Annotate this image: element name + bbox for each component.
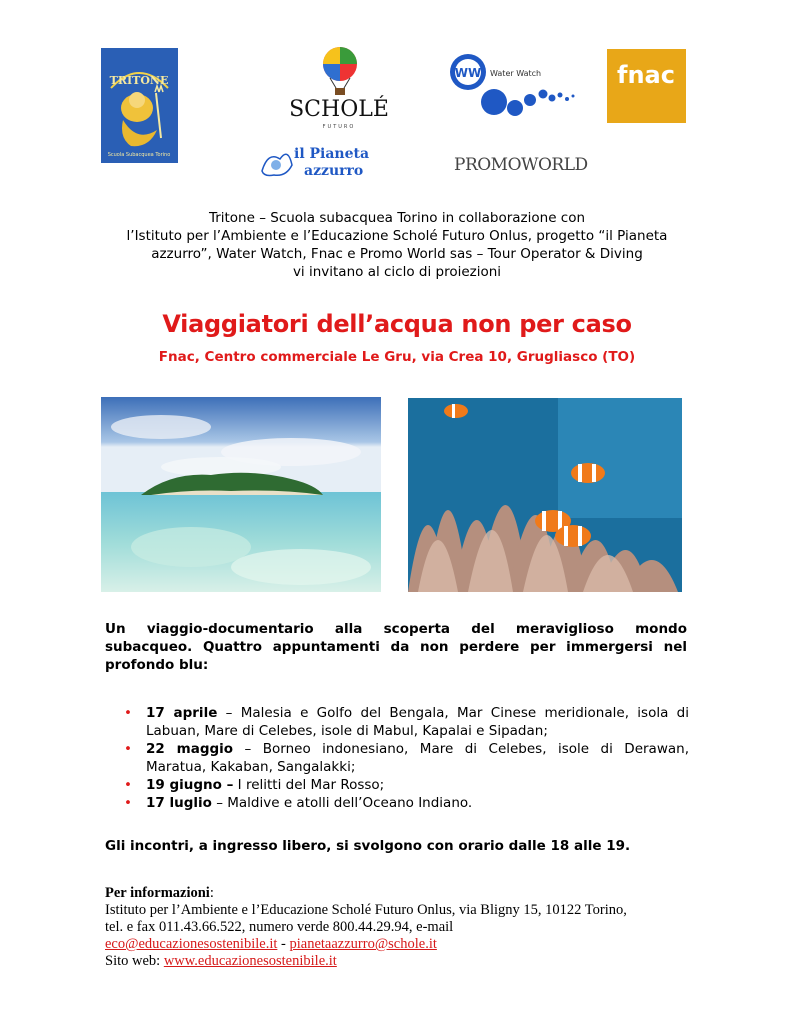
- info-label-suffix: :: [209, 885, 214, 901]
- tritone-logo-subtitle: Scuola Subacquea Torino: [107, 152, 171, 158]
- fnac-logo-text: fnac: [617, 61, 675, 89]
- event-description: – Borneo indonesiano, Mare di Celebes, isole di Derawan,: [233, 741, 689, 757]
- schole-logo-tagline: FUTURO: [322, 124, 356, 130]
- event-description: Maratua, Kakaban, Sangalakki;: [146, 759, 356, 775]
- info-phone: tel. e fax 011.43.66.522, numero verde 800.44.29.94, e-mail: [105, 919, 454, 935]
- pianeta-logo-line1: il Pianeta: [294, 146, 370, 162]
- bullet-icon: •: [124, 741, 132, 757]
- water-watch-monogram: WW: [454, 66, 482, 80]
- water-watch-logo: [448, 52, 578, 124]
- lead-line: subacqueo. Quattro appuntamenti da non perdere per immergersi nel: [105, 639, 687, 655]
- list-item: [124, 704, 689, 740]
- promoworld-logo: [450, 148, 588, 178]
- promoworld-logo-text: PROMOWORLD: [454, 155, 588, 175]
- pianeta-logo-line2: azzurro: [304, 163, 364, 179]
- lead-line: profondo blu:: [105, 657, 209, 673]
- bullet-icon: •: [124, 705, 132, 721]
- event-venue: Fnac, Centro commerciale Le Gru, via Crea 10, Grugliasco (TO): [158, 349, 636, 365]
- intro-text: [92, 209, 702, 281]
- reef-photo: [408, 398, 682, 592]
- website-link[interactable]: www.educazionesostenibile.it: [163, 953, 337, 969]
- intro-line: Tritone – Scuola subacquea Torino in collaborazione con: [208, 210, 586, 226]
- schole-logo-text: SCHOLÉ: [289, 97, 389, 122]
- intro-line: l’Istituto per l’Ambiente e l’Educazione Scholé Futuro Onlus, progetto “il Pianeta: [126, 228, 668, 244]
- bullet-icon: •: [124, 795, 132, 811]
- event-description: I relitti del Mar Rosso;: [233, 777, 385, 793]
- events-list: [124, 704, 689, 812]
- water-watch-logo-text: Water Watch: [490, 69, 542, 78]
- schole-logo: [289, 44, 389, 132]
- email-link-pianeta[interactable]: pianetaazzurro@schole.it: [289, 936, 437, 952]
- event-description: – Malesia e Golfo del Bengala, Mar Cinese meridionale, isola di: [217, 705, 689, 721]
- event-date: 17 luglio: [146, 795, 212, 811]
- event-date: 19 giugno –: [146, 777, 234, 793]
- bullet-icon: •: [124, 777, 132, 793]
- fnac-logo: [607, 49, 686, 123]
- lead-line: Un viaggio-documentario alla scoperta del meraviglioso mondo: [105, 621, 687, 637]
- email-link-eco[interactable]: eco@educazionesostenibile.it: [105, 936, 278, 952]
- tritone-logo: [101, 48, 178, 163]
- event-date: 17 aprile: [146, 705, 218, 721]
- email-separator: -: [277, 936, 290, 952]
- event-title: Viaggiatori dell’acqua non per caso: [162, 310, 632, 338]
- tritone-logo-text: TRITONE: [109, 74, 169, 87]
- info-label: Per informazioni: [105, 885, 210, 901]
- intro-line: vi invitano al ciclo di proiezioni: [292, 264, 502, 280]
- event-description: Labuan, Mare di Celebes, isole di Mabul, Kapalai e Sipadan;: [146, 723, 548, 739]
- lead-paragraph: [105, 620, 687, 674]
- closing-note: Gli incontri, a ingresso libero, si svolgono con orario dalle 18 alle 19.: [105, 838, 631, 854]
- pianeta-azzurro-logo: [258, 141, 378, 181]
- list-item: [124, 794, 689, 812]
- website-label: Sito web:: [105, 953, 164, 969]
- list-item: [124, 776, 689, 794]
- info-address: Istituto per l’Ambiente e l’Educazione Scholé Futuro Onlus, via Bligny 15, 10122 Torino,: [105, 902, 627, 918]
- info-block: [105, 885, 705, 970]
- intro-line: azzurro”, Water Watch, Fnac e Promo World sas – Tour Operator & Diving: [151, 246, 643, 262]
- event-date: 22 maggio: [146, 741, 234, 757]
- event-description: – Maldive e atolli dell’Oceano Indiano.: [211, 795, 473, 811]
- island-photo: [101, 397, 381, 592]
- list-item: [124, 740, 689, 776]
